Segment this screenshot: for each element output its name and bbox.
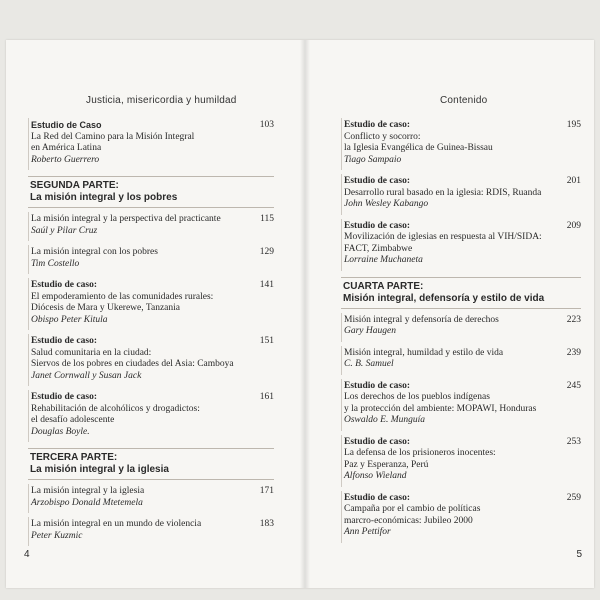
toc-entry — [341, 219, 581, 271]
entry-page-number: 115 — [260, 214, 274, 224]
entry-title-line: FACT, Zimbabwe — [344, 243, 413, 254]
toc-entry — [341, 379, 581, 431]
running-head-right: Contenido — [440, 95, 488, 106]
part-heading — [341, 277, 581, 309]
entry-kind: Estudio de Caso — [31, 120, 102, 130]
entry-title-line: La misión integral en un mundo de violencia — [31, 519, 202, 529]
book-spread — [6, 40, 594, 588]
entry-title-line: Movilización de iglesias en respuesta al VIH/SIDA: — [344, 232, 542, 242]
toc-entry — [28, 245, 274, 274]
entry-page-number: 209 — [566, 220, 581, 231]
toc-entry — [341, 313, 581, 342]
toc-entry — [341, 174, 581, 215]
entry-title-line: Conflicto y socorro: — [344, 131, 421, 142]
entry-title-line: la Iglesia Evangélica de Guinea-Bissau — [344, 143, 493, 153]
entry-title-line: el desafío adolescente — [31, 415, 115, 425]
part-label: CUARTA PARTE: — [343, 280, 424, 292]
page-number-left: 4 — [24, 549, 30, 560]
entry-kind: Estudio de caso: — [344, 120, 410, 130]
part-label: TERCERA PARTE: — [30, 452, 118, 463]
part-heading — [28, 176, 274, 208]
entry-title-line: y la protección del ambiente: MOPAWI, Honduras — [344, 403, 537, 414]
toc-entry — [28, 278, 274, 330]
entry-title-line: El empoderamiento de las comunidades rurales: — [31, 291, 214, 302]
page-number-right: 5 — [576, 549, 582, 560]
entry-author: Alfonso Wieland — [344, 471, 407, 481]
entry-author: Oswaldo E. Munguía — [344, 415, 426, 425]
entry-page-number: 103 — [259, 120, 274, 130]
toc-right — [341, 118, 581, 547]
entry-page-number: 259 — [566, 492, 581, 503]
entry-author: Lorraine Muchaneta — [344, 255, 423, 265]
entry-title-line: La defensa de los prisioneros inocentes: — [344, 448, 496, 458]
entry-author: Tim Costello — [31, 258, 80, 269]
toc-entry — [341, 435, 581, 487]
toc-entry — [341, 491, 581, 543]
entry-page-number: 151 — [259, 336, 274, 346]
entry-title-line: Paz y Esperanza, Perú — [344, 459, 429, 470]
right-page — [310, 40, 594, 588]
toc-entry — [28, 517, 274, 546]
entry-page-number: 161 — [259, 392, 274, 402]
entry-kind: Estudio de caso: — [344, 220, 410, 231]
entry-title-line: La Red del Camino para la Misión Integral — [31, 131, 195, 142]
toc-entry — [28, 212, 274, 241]
entry-author: Janet Cornwall y Susan Jack — [31, 370, 142, 381]
entry-page-number: 183 — [259, 519, 274, 529]
entry-author: Obispo Peter Kitula — [31, 314, 108, 325]
entry-title-line: marcro-económicas: Jubileo 2000 — [344, 515, 473, 526]
entry-kind: Estudio de caso: — [344, 436, 410, 447]
entry-author: C. B. Samuel — [344, 359, 394, 369]
part-heading — [28, 448, 274, 480]
entry-kind: Estudio de caso: — [31, 336, 97, 346]
entry-title-line: Misión integral, humildad y estilo de vida — [344, 347, 504, 358]
toc-entry — [341, 346, 581, 375]
entry-kind: Estudio de caso: — [31, 392, 97, 402]
entry-page-number: 253 — [566, 436, 581, 447]
entry-author: John Wesley Kabango — [344, 199, 429, 209]
entry-title-line: La misión integral con los pobres — [31, 247, 158, 257]
entry-title-line: Los derechos de los pueblos indígenas — [344, 392, 490, 402]
entry-page-number: 223 — [566, 314, 581, 325]
part-title: Misión integral, defensoría y estilo de vida — [343, 292, 545, 304]
toc-entry — [341, 118, 581, 170]
toc-entry — [28, 484, 274, 513]
entry-title-line: Campaña por el cambio de políticas — [344, 504, 481, 514]
entry-author: Saúl y Pilar Cruz — [31, 225, 98, 236]
toc-entry — [28, 118, 274, 170]
entry-title-line: Desarrollo rural basado en la iglesia: RDIS, Ruanda — [344, 187, 542, 198]
entry-author: Ann Pettifor — [344, 527, 391, 537]
entry-kind: Estudio de caso: — [344, 380, 410, 391]
entry-title-line: Misión integral y defensoría de derechos — [344, 314, 499, 325]
toc-entry — [28, 390, 274, 442]
entry-author: Roberto Guerrero — [31, 154, 100, 165]
entry-title-line: en América Latina — [31, 143, 102, 153]
entry-author: Gary Haugen — [344, 326, 396, 336]
entry-kind: Estudio de caso: — [344, 176, 410, 186]
entry-page-number: 245 — [566, 380, 581, 391]
running-head-left: Justicia, misericordia y humildad — [86, 95, 237, 106]
entry-title-line: Salud comunitaria en la ciudad: — [31, 347, 152, 358]
entry-kind: Estudio de caso: — [31, 280, 97, 290]
entry-page-number: 201 — [566, 176, 581, 186]
entry-title-line: Diócesis de Mara y Ukerewe, Tanzania — [31, 303, 180, 313]
entry-page-number: 129 — [259, 247, 274, 257]
entry-page-number: 141 — [259, 280, 274, 290]
entry-title-line: Rehabilitación de alcohólicos y drogadictos: — [31, 403, 200, 414]
entry-author: Douglas Boyle. — [31, 426, 90, 437]
toc-left — [28, 118, 274, 550]
entry-author: Arzobispo Donald Mtetemela — [31, 497, 143, 508]
entry-page-number: 195 — [566, 120, 581, 130]
toc-entry — [28, 334, 274, 386]
book-gutter — [300, 40, 310, 588]
part-title: La misión integral y los pobres — [30, 192, 178, 203]
part-label: SEGUNDA PARTE: — [30, 180, 119, 191]
entry-page-number: 171 — [259, 486, 274, 496]
entry-author: Peter Kuzmic — [31, 530, 83, 541]
part-title: La misión integral y la iglesia — [30, 464, 169, 475]
left-page — [6, 40, 300, 588]
entry-author: Tiago Sampaio — [344, 154, 402, 165]
entry-page-number: 239 — [566, 347, 581, 358]
entry-kind: Estudio de caso: — [344, 492, 410, 503]
entry-title-line: Siervos de los pobres en ciudades del Asia: Camboya — [31, 359, 234, 369]
entry-title-line: La misión integral y la iglesia — [31, 486, 145, 496]
entry-title-line: La misión integral y la perspectiva del practicante — [31, 214, 221, 224]
